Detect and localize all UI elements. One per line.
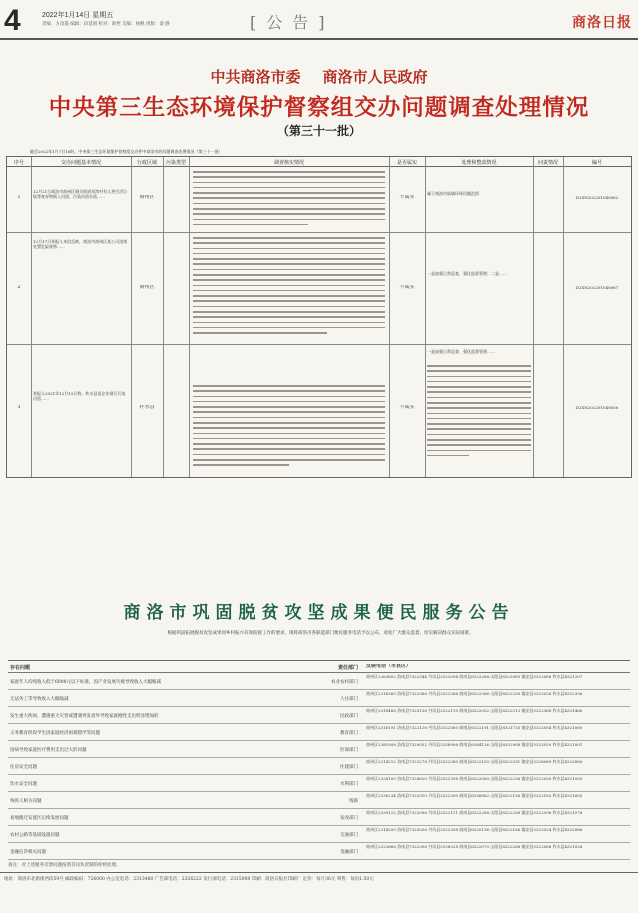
editor-credits: 责编：方改霞 编辑：田延娟 校对：欧哲 美编：杨帆 组版：秦 静 [42, 21, 170, 26]
row-action: 一是加强日常巡查，强化监督管理；二是…… [427, 271, 507, 276]
header-phones: 反映电话（市县区） [366, 664, 412, 669]
row-findings-text [193, 385, 385, 473]
hotline-phones: 商州区2318191 洛南县7322128 丹凤县3322580 商南县6322191 山阳县8321735 镇安县5322054 柞水县4321060 [366, 725, 583, 730]
table-row [7, 233, 631, 345]
row-code: D2SN202201040067 [575, 285, 619, 290]
newspaper-brand: 商洛日报 [572, 15, 632, 31]
hotline-row [8, 724, 630, 741]
hotline-issue: 易地搬迁安置区后续发展问题 [10, 816, 69, 821]
row-problem: 12月21日商洛市商州区城关街道刘湾村有人将生活垃圾等废弃物倒入河道，污染河道水质…… [33, 189, 128, 200]
row-num: 2 [17, 285, 21, 290]
hotline-phones: 商州区2318365 洛南县7322566 丹凤县3322266 商南县6322386 山阳县8322230 镇安县5322026 柞水县4322356 [366, 691, 583, 696]
row-problem: 12月17日举报人来信反映，商洛市商州区某公司违规处置危险废物…… [33, 239, 128, 250]
hotline-issue: 金融信贷相关问题 [10, 850, 46, 855]
hotline-issue: 残疾人相关问题 [10, 799, 42, 804]
hotline-row [8, 741, 630, 758]
header-unit: 责任部门 [337, 665, 358, 671]
table-header [7, 157, 631, 167]
hotline-row [8, 775, 630, 792]
hotline-issue: 住房安全问题 [10, 765, 37, 770]
row-area: 商州区 [139, 195, 155, 200]
header-verdict: 是否属实 [396, 160, 417, 166]
masthead [0, 0, 638, 40]
hotline-table-header [8, 661, 630, 673]
hotline-phones: 商州区2339122 洛南县7322096 丹凤县3322111 商南县6322288 山阳县8322256 镇安县5322096 柞水县4321076 [366, 810, 583, 815]
table-row [7, 167, 631, 233]
hotline-phones: 商州区2323866 洛南县7322356 丹凤县3338028 商南县6322070 山阳县8322266 镇安县5322068 柞水县4321026 [366, 844, 583, 849]
notice-intro: 截至2022年1月7日16时，中央第三生态环境保护督察组交办件中商洛市的问题调查处理情况（第三十一批） [30, 149, 223, 154]
row-verdict: 不属实 [399, 195, 415, 200]
hotline-unit: 教育部门 [340, 731, 358, 736]
hotline-unit: 交通部门 [340, 833, 358, 838]
row-code: D2SN202201040050 [575, 405, 619, 410]
hotline-row [8, 792, 630, 809]
hotline-issue: 农村公路等基础设施问题 [10, 833, 60, 838]
table-row [7, 345, 631, 477]
department-right: 商洛市人民政府 [322, 68, 428, 86]
row-problem: 举报人2021年12月15日称，柞水县某企业排污污染河道…… [33, 391, 126, 402]
hotline-phones: 商州区2363802 洛南县7322344 丹凤县3322094 商南县6322268 山阳县8323983 镇安县5322088 柞水县4321207 [366, 674, 583, 679]
footer-divider [0, 872, 638, 873]
notice-headline: 中央第三生态环境保护督察组交办问题调查处理情况 [48, 95, 590, 121]
header-issue: 存在问题 [10, 665, 31, 671]
hotline-unit: 发改部门 [340, 816, 358, 821]
header-accountability: 问责情况 [537, 160, 558, 166]
poverty-notice-title: 商洛市巩固脱贫攻坚成果便民服务公告 [123, 603, 515, 623]
hotline-issue: 家庭年人均纯收入低于6000元以下标准，因产业发展失败导致收入大幅缩减 [10, 680, 161, 685]
department-left: 中共商洛市委 [210, 68, 301, 86]
hotline-phones: 商州区2314205 洛南县7325036 丹凤县3322358 商南县6320136 山阳县8322166 镇安县5322024 柞水县4322066 [366, 827, 583, 832]
header-num: 序号 [13, 160, 24, 166]
hotline-phones: 商州区2314212 洛南县7323278 丹凤县3322380 商南县6322150 山阳县8322031 镇安县5328089 柞水县4323880 [366, 759, 583, 764]
hotline-row [8, 707, 630, 724]
hotline-issue: 无法务工等导致收入大幅缩减 [10, 697, 69, 702]
service-hotline-table [8, 660, 630, 860]
section-name: 公告 [266, 13, 319, 32]
issuing-departments [0, 66, 638, 87]
row-action-text [427, 365, 531, 473]
hotline-row [8, 673, 630, 690]
row-area: 柞水县 [139, 405, 155, 410]
hotline-note: 备注：对上述服务反馈问题按照首问负责制的原则处理。 [8, 863, 121, 868]
hotline-unit: 残联 [349, 799, 358, 804]
hotline-issue: 饮水安全问题 [10, 782, 37, 787]
header-area: 行政区域 [136, 160, 157, 166]
hotline-phones: 商州区2381808 洛南县7320052 丹凤县3338906 商南县6364126 山阳县8352908 镇安县5322029 柞水县4321001 [366, 742, 583, 747]
hotline-unit: 医保部门 [340, 748, 358, 753]
row-code: D2SN202201040062 [575, 195, 619, 200]
hotline-issue: 因病导致家庭医疗费用支出过大的问题 [10, 748, 87, 753]
hotline-issue: 义务教育阶段学生因家庭经济困难辍学等问题 [10, 731, 100, 736]
hotline-issue: 发生重大疾病、遭遇重大灾害或遭遇突发意外导致家庭刚性支出明显增加的 [10, 714, 159, 719]
hotline-unit: 农业农村部门 [331, 680, 358, 685]
hotline-row [8, 809, 630, 826]
header-action: 处理和整改情况 [461, 160, 497, 166]
hotline-row [8, 690, 630, 707]
hotline-unit: 人社部门 [340, 697, 358, 702]
hotline-phones: 商州区2328105 洛南县7326620 丹凤县3322356 商南县6322080 山阳县8322236 镇安县5322030 柞水县4321050 [366, 776, 583, 781]
row-num: 1 [17, 195, 21, 200]
hotline-unit: 金融部门 [340, 850, 358, 855]
row-findings-text [193, 171, 385, 229]
hotline-row [8, 843, 630, 860]
row-findings-text [193, 237, 385, 341]
header-type: 污染类型 [165, 160, 186, 166]
header-code: 编号 [591, 160, 602, 166]
masthead-divider [0, 38, 638, 40]
section-tag: [公告] [250, 13, 335, 32]
hotline-phones: 商州区2336234 洛南县7322010 丹凤县3322300 商南县6336882 山阳县8322156 镇安县5322163 柞水县4321605 [366, 793, 583, 798]
hotline-unit: 民政部门 [340, 714, 358, 719]
row-action: 一是加强日常巡查，强化监督管理…… [427, 349, 495, 354]
row-area: 商州区 [139, 285, 155, 290]
row-verdict: 不属实 [399, 285, 415, 290]
header-findings: 调查核实情况 [273, 160, 304, 166]
issue-date: 2022年1月14日 星期五 [42, 12, 114, 19]
notice-batch: （第三十一批） [276, 124, 361, 138]
page-footer: 地址：商洛市北新街西段59号 邮政编码：726000 办公室电话：2313480 广告部电话：2326222 发行部电话：2315008 印刷：商洛日报社印刷厂 定价：每月36元 零售：每份1.50元 [4, 877, 374, 882]
header-problem: 交办问题基本情况 [60, 160, 101, 166]
row-num: 3 [17, 405, 21, 410]
hotline-unit: 水利部门 [340, 782, 358, 787]
row-verdict: 不属实 [399, 405, 415, 410]
hotline-row [8, 826, 630, 843]
inspection-table [6, 156, 632, 478]
hotline-row [8, 758, 630, 775]
hotline-unit: 住建部门 [340, 765, 358, 770]
row-action: 属于商洛市陆域环保问题范围 [427, 191, 479, 196]
poverty-notice-intro: 根据巩固拓展脱贫攻坚成果同乡村振兴有效衔接工作的要求，现将商洛市各职能部门便民服务电话予以公布，欢迎广大群众监督，切实解决群众实际困难。 [167, 631, 474, 636]
page-number: 4 [4, 4, 21, 37]
hotline-phones: 商州区2318468 洛南县7323136 丹凤县3322110 商南县6322052 山阳县8322313 镇安县5322368 柞水县4321466 [366, 708, 583, 713]
